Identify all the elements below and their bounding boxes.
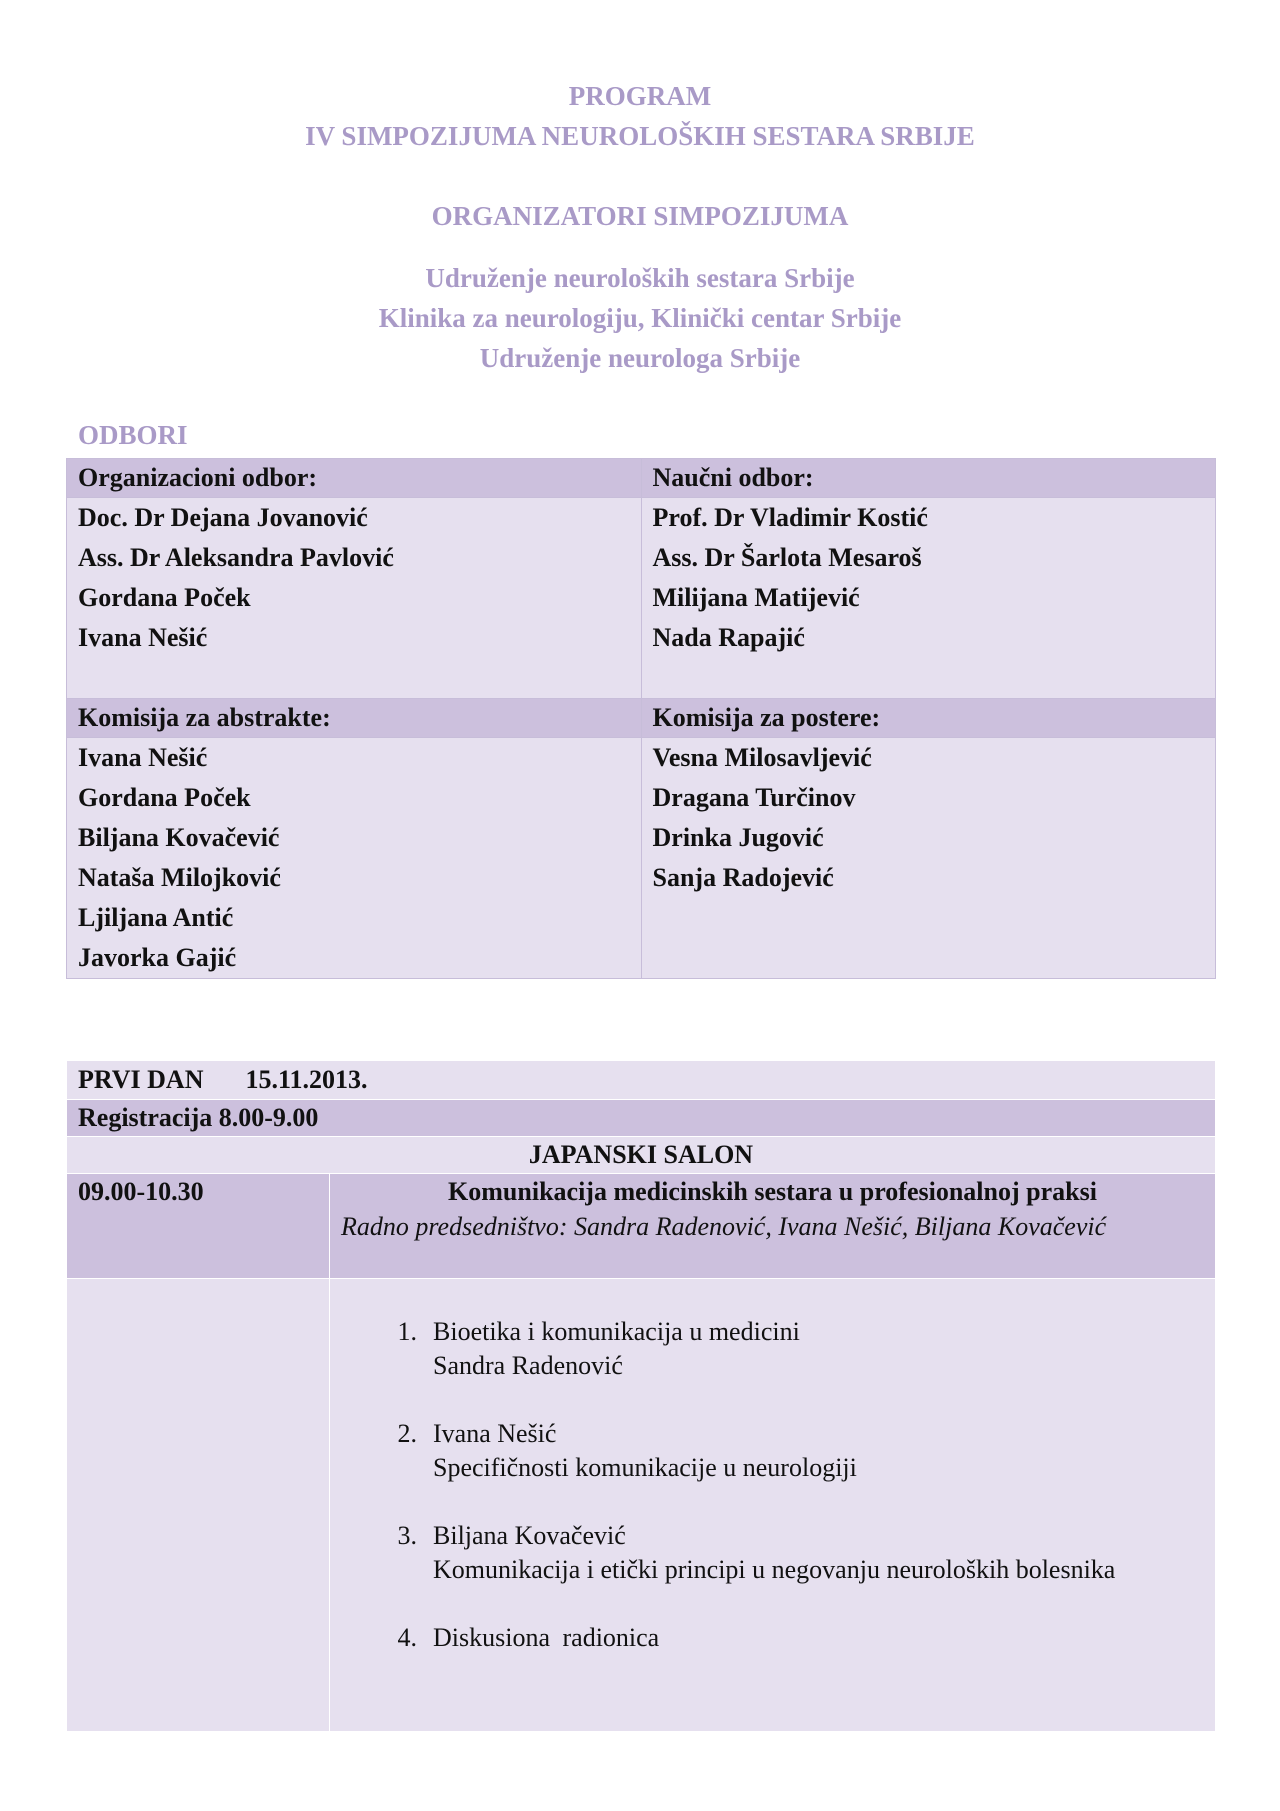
talk-line: Komunikacija i etički principi u negovanju neuroloških bolesnika (433, 1555, 1116, 1584)
posteri-members (641, 738, 1216, 979)
member: Sanja Radojević (652, 863, 834, 892)
member: Nada Rapajić (652, 623, 805, 652)
organizer-1: Udruženje neuroloških sestara Srbije (425, 263, 855, 293)
session-title: Komunikacija medicinskih sestara u profesionalnoj praksi (448, 1177, 1097, 1206)
abstrakti-label: Komisija za abstrakte: (67, 699, 642, 738)
organizer-3: Udruženje neurologa Srbije (479, 343, 801, 373)
member: Vesna Milosavljević (652, 743, 872, 772)
talk-line: Diskusiona radionica (433, 1623, 660, 1652)
program-title: PROGRAM (568, 81, 712, 111)
talk-number: 1. (397, 1317, 417, 1346)
naucni-label: Naučni odbor: (641, 459, 1216, 498)
member: Gordana Poček (78, 783, 251, 812)
member: Ljiljana Antić (78, 903, 234, 932)
organizacioni-label: Organizacioni odbor: (67, 459, 642, 498)
talk-line: Bioetika i komunikacija u medicini (433, 1317, 800, 1346)
naucni-members (641, 498, 1216, 699)
empty-time-cell (67, 1279, 330, 1732)
member: Gordana Poček (78, 583, 251, 612)
abstrakti-members (67, 738, 642, 979)
talk-line: Biljana Kovačević (433, 1521, 626, 1550)
member: Drinka Jugović (652, 823, 824, 852)
talk-number: 4. (397, 1623, 417, 1652)
list-item (341, 1519, 1204, 1587)
talk-line: Specifičnosti komunikacije u neurologiji (433, 1453, 857, 1482)
list-item (341, 1417, 1204, 1485)
session-info (330, 1174, 1216, 1279)
member: Dragana Turčinov (652, 783, 856, 812)
member: Milijana Matijević (652, 583, 860, 612)
committees-table (66, 458, 1216, 979)
organizers-title: ORGANIZATORI SIMPOZIJUMA (431, 201, 849, 231)
talk-line: Ivana Nešić (433, 1419, 557, 1448)
member: Doc. Dr Dejana Jovanović (78, 503, 368, 532)
posteri-label: Komisija za postere: (641, 699, 1216, 738)
member: Nataša Milojković (78, 863, 281, 892)
member: Biljana Kovačević (78, 823, 280, 852)
organizer-2: Klinika za neurologiju, Klinički centar Srbije (378, 303, 902, 333)
program-table (66, 1060, 1216, 1732)
member: Ivana Nešić (78, 743, 208, 772)
talks-cell (330, 1279, 1216, 1732)
organizacioni-members (67, 498, 642, 699)
member: Ass. Dr Šarlota Mesaroš (652, 543, 922, 572)
talk-number: 3. (397, 1521, 417, 1550)
talk-number: 2. (397, 1419, 417, 1448)
hall-name: JAPANSKI SALON (67, 1137, 1216, 1174)
day-label: PRVI DAN (78, 1065, 204, 1094)
session-presidium: Radno predsedništvo: Sandra Radenović, Ivana Nešić, Biljana Kovačević (341, 1212, 1107, 1241)
member: Javorka Gajić (78, 943, 237, 972)
member: Ivana Nešić (78, 623, 208, 652)
talk-list (341, 1315, 1204, 1655)
day-date: 15.11.2013. (245, 1065, 368, 1094)
registration: Registracija 8.00-9.00 (67, 1100, 1216, 1137)
list-item (341, 1315, 1204, 1383)
odbori-heading: ODBORI (78, 420, 188, 450)
day-header (67, 1061, 1216, 1100)
member: Ass. Dr Aleksandra Pavlović (78, 543, 394, 572)
talk-line: Sandra Radenović (433, 1351, 623, 1380)
symposium-title: IV SIMPOZIJUMA NEUROLOŠKIH SESTARA SRBIJE (305, 121, 975, 151)
member: Prof. Dr Vladimir Kostić (652, 503, 928, 532)
session-time: 09.00-10.30 (67, 1174, 330, 1279)
list-item (341, 1621, 1204, 1655)
